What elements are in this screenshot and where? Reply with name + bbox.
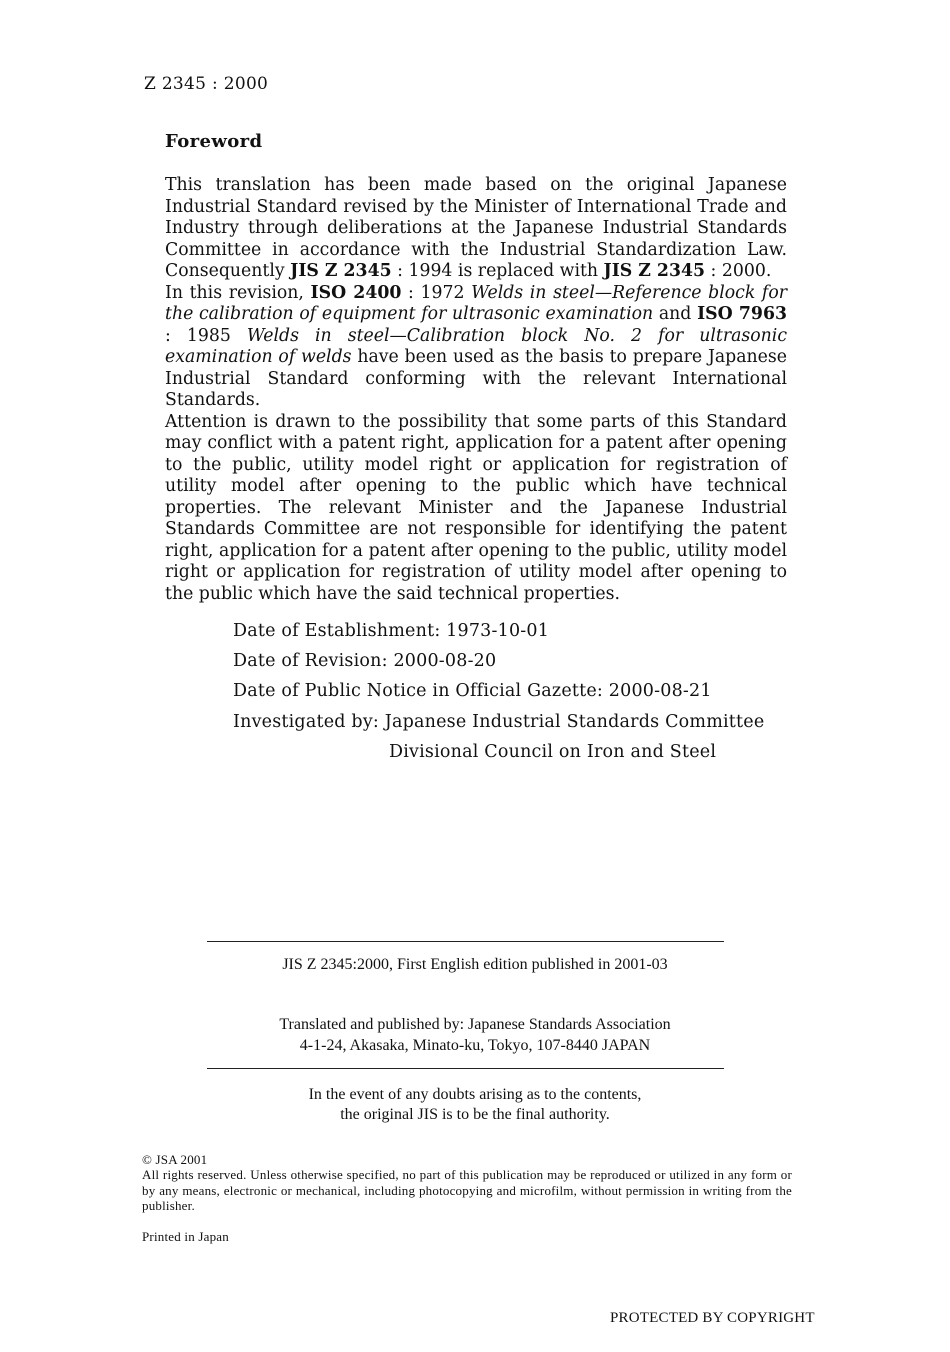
copyright-notice: © JSA 2001 <box>142 1152 208 1167</box>
p2-iso-2-code: ISO 7963 <box>697 304 788 324</box>
p2-text-2: have been used as the basis to prepare Japanese Industrial Standard conforming with the relevant International Standards. <box>165 347 787 410</box>
foreword-paragraph-2 <box>165 283 787 412</box>
authority-note-line-1: In the event of any doubts arising as to the contents, <box>308 1086 642 1103</box>
p2-iso-1-code: ISO 2400 <box>310 282 402 303</box>
edition-note: JIS Z 2345:2000, First English edition published in 2001-03 <box>282 956 668 973</box>
p2-iso-2-year: : 1985 <box>165 325 247 346</box>
p1-text-3: : 2000. <box>705 261 772 281</box>
p1-text-2: : 1994 is replaced with <box>391 261 604 281</box>
document-code: Z 2345 : 2000 <box>144 74 269 94</box>
p1-standard-old: JIS Z 2345 <box>290 261 392 281</box>
divider-top <box>207 941 724 942</box>
rights-notice: All rights reserved. Unless otherwise specified, no part of this publication may be reproduced or utilized in any form or by any means, electronic or mechanical, including photocopying and microfilm, without permission in writing from the publisher. <box>142 1167 792 1213</box>
p1-standard-new: JIS Z 2345 <box>603 261 706 281</box>
p2-text-1: In this revision, <box>165 282 311 303</box>
authority-note-line-2: the original JIS is to be the final authority. <box>340 1106 610 1123</box>
date-of-public-notice: Date of Public Notice in Official Gazette: 2000-08-21 <box>233 681 712 701</box>
divider-bottom <box>207 1068 724 1069</box>
foreword-heading: Foreword <box>165 131 263 152</box>
investigated-by: Investigated by: Japanese Industrial Standards Committee <box>233 712 765 732</box>
printed-in: Printed in Japan <box>142 1229 229 1244</box>
p2-iso-1-year: : 1972 <box>401 282 472 303</box>
p2-and: and <box>653 304 698 324</box>
publisher-address: 4-1-24, Akasaka, Minato-ku, Tokyo, 107-8440 JAPAN <box>299 1037 651 1054</box>
copyright-watermark: PROTECTED BY COPYRIGHT <box>610 1310 815 1326</box>
p1-text-1: This translation has been made based on the original Japanese Industrial Standard revised by the Minister of International Trade and Industry through deliberations at the Japanese Industrial Standards Committee in accordance with the Industrial Standardization Law. Consequently <box>165 175 787 281</box>
foreword-paragraph-1 <box>165 175 787 283</box>
p2-iso-1-title: Welds in steel—Reference block for the calibration of equipment for ultrasonic examination <box>165 282 787 324</box>
foreword-body <box>165 175 787 605</box>
date-of-revision: Date of Revision: 2000-08-20 <box>233 651 497 671</box>
investigated-by-council: Divisional Council on Iron and Steel <box>389 742 717 762</box>
publisher-line: Translated and published by: Japanese Standards Association <box>279 1016 671 1033</box>
foreword-paragraph-3: Attention is drawn to the possibility that some parts of this Standard may conflict with a patent right, application for a patent after opening to the public, utility model right or application for registration of utility model after opening to the public which have technical properties. The relevant Minister and the Japanese Industrial Standards Committee are not responsible for identifying the patent right, application for a patent after opening to the public, utility model right or application for registration of utility model after opening to the public which have the said technical properties. <box>165 411 787 604</box>
p2-iso-2-title: Welds in steel—Calibration block No. 2 for ultrasonic examination of welds <box>165 325 787 367</box>
date-of-establishment: Date of Establishment: 1973-10-01 <box>233 621 550 641</box>
